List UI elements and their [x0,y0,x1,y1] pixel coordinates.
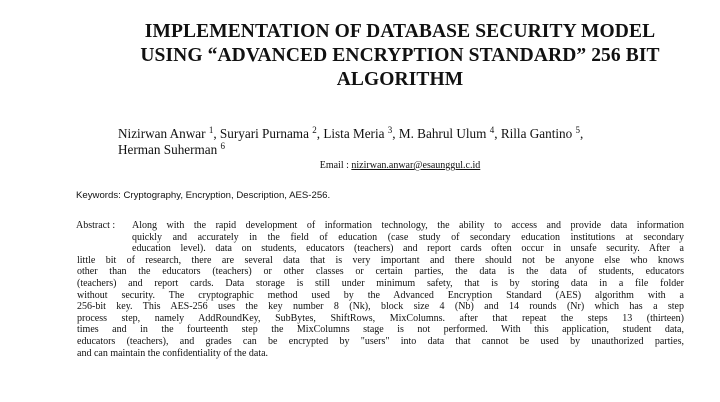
abstract-line: educators (teachers), and grades can be encrypted by "users" into data that cannot be used by unauthorized parties, [77,335,684,347]
contact-email [150,160,650,172]
author-separator: , [213,126,220,141]
email-label: Email : [319,160,352,171]
abstract-line: Along with the rapid development of information technology, the ability to access and provide data information [132,220,684,231]
author-name: Herman Suherman [118,142,218,157]
author-name: M. Bahrul Ulum [398,126,487,141]
author-list [118,126,678,158]
abstract-line: process step, namely AddRoundKey, SubBytes, ShiftRows, MixColumns. after that repeat the steps 13 (thirteen) [77,312,684,324]
author-affiliation-mark: 5 [575,125,581,135]
author-name: Suryari Purnama [219,126,309,141]
author-separator: , [494,126,501,141]
email-link[interactable]: nizirwan.anwar@esaunggul.c.id [351,160,481,171]
abstract-label: Abstract : [76,220,116,231]
abstract-line: other than the educators (teachers) or other classes or certain parties, the data is the data of students, educators [77,266,684,278]
author-name: Nizirwan Anwar [118,126,206,141]
author-separator: , [316,126,324,141]
abstract-line: education level). data on students, educators (teachers) and report cards often occur in unsafe security. After a [132,243,684,255]
abstract-line: quickly and accurately in the field of education (case study of secondary education institutions at secondary [132,231,684,243]
author-separator: , [392,126,399,141]
author-affiliation-mark: 1 [208,125,214,135]
abstract-line: (teachers) and report cards. Data storage is still under minimum safety, that is by storing data in a file folder [77,277,684,289]
abstract-line: times and in the fourteenth step the MixColumns stage is not performed. With this application, student data, [77,324,684,336]
author-affiliation-mark: 6 [220,141,226,151]
abstract-line: 256-bit key. This AES-256 uses the key number 8 (Nk), block size 4 (Nb) and 14 rounds (Nr) which has a step [77,301,684,313]
title-line: IMPLEMENTATION OF DATABASE SECURITY MODEL [144,21,656,42]
author-affiliation-mark: 3 [387,125,393,135]
paper-title [110,20,690,92]
author-affiliation-mark: 4 [489,125,495,135]
author-name: Rilla Gantino [500,126,573,141]
abstract-line: and can maintain the confidentiality of the data. [77,347,269,359]
abstract-line: little bit of research, there are several data that is very important and there should not be anyone else who knows [77,254,684,266]
author-separator: , [580,126,584,141]
abstract-line: without security. The cryptographic method used by the Advanced Encryption Standard (AES) algorithm with a [77,289,684,301]
author-affiliation-mark: 2 [312,125,317,135]
author-name: Lista Meria [323,126,385,141]
keywords: Keywords: Cryptography, Encryption, Description, AES-256. [76,190,331,201]
title-line: USING “ADVANCED ENCRYPTION STANDARD” 256 BIT [140,45,660,66]
title-line: ALGORITHM [336,69,464,90]
